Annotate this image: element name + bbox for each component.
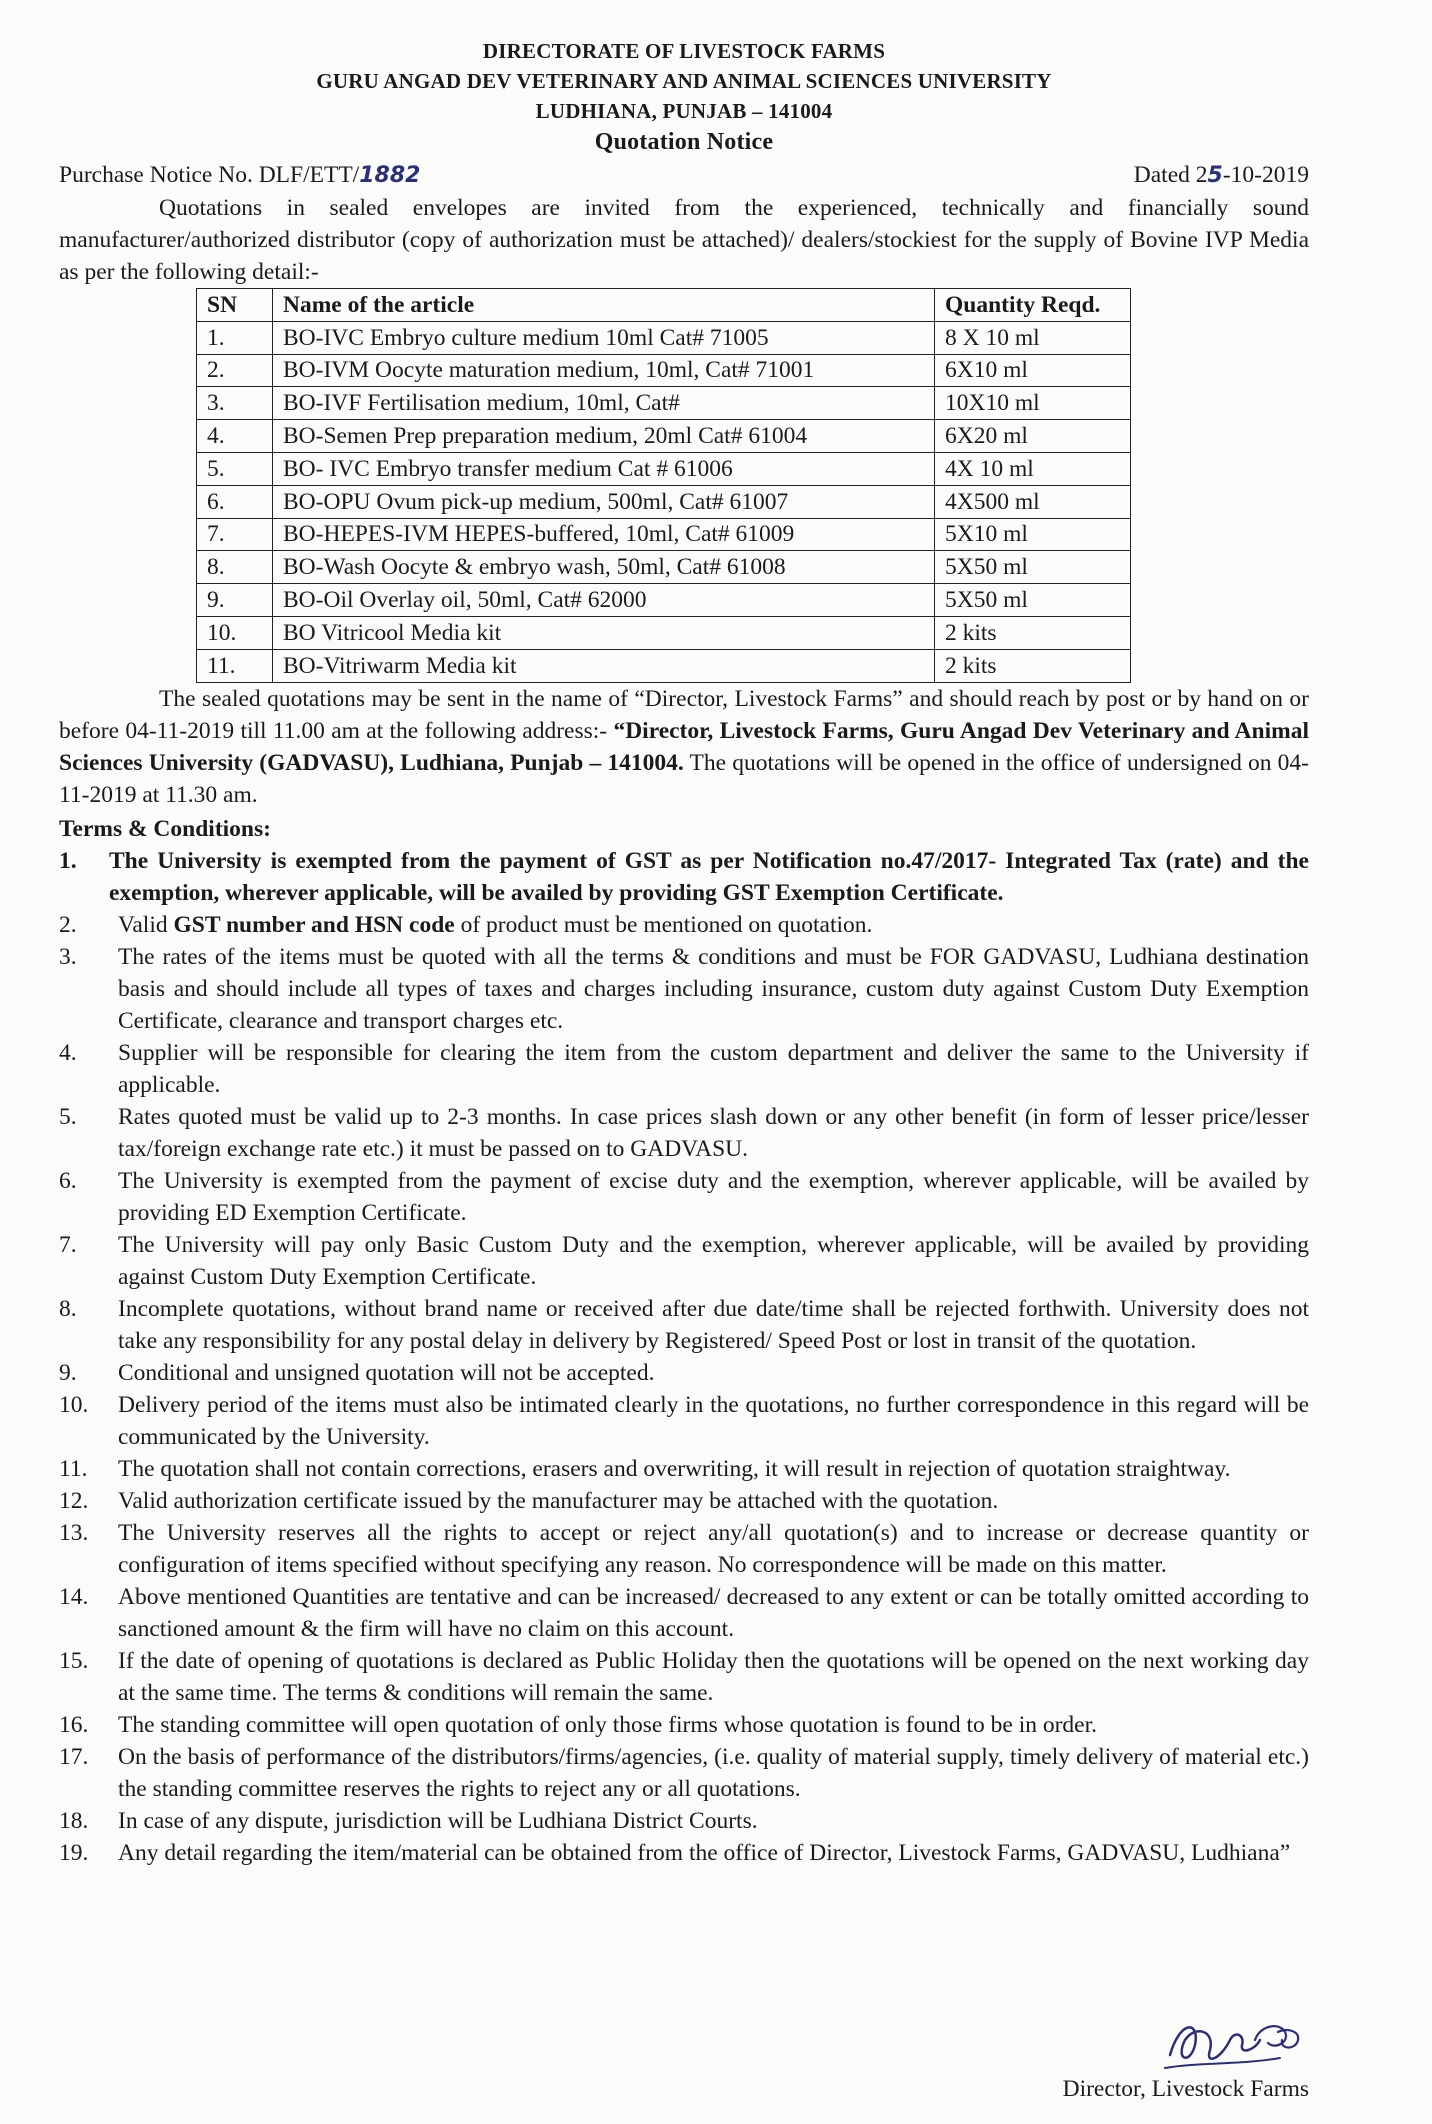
cell-article: BO-Vitriwarm Media kit <box>273 649 935 682</box>
cell-quantity: 6X10 ml <box>935 354 1131 387</box>
intro-paragraph: Quotations in sealed envelopes are invited from the experienced, technically and financially sound manufacturer/authorized distributor (copy of authorization must be attached)/ dealers/stockiest for the supply of Bovine IVP Media as per the following detail:- <box>59 195 1309 285</box>
term-item: 7. The University will pay only Basic Custom Duty and the exemption, wherever applicable, will be availed by providing against Custom Duty Exemption Certificate. <box>59 1231 1309 1290</box>
col-header-article: Name of the article <box>273 289 935 322</box>
table-row <box>197 485 1131 518</box>
address-line: LUDHIANA, PUNJAB – 141004 <box>535 99 833 123</box>
term-item: 3. The rates of the items must be quoted with all the terms & conditions and must be FOR GADVASU, Ludhiana destination basis and should include all types of taxes and charges including insurance, custom duty against Custom Duty Exemption Certificate, clearance and transport charges etc. <box>59 943 1309 1034</box>
cell-quantity: 4X500 ml <box>935 485 1131 518</box>
cell-quantity: 5X50 ml <box>935 551 1131 584</box>
cell-sn: 7. <box>197 518 273 551</box>
submission-paragraph: The sealed quotations may be sent in the name of “Director, Livestock Farms” and should reach by post or by hand on or before 04-11-2019 till 11.00 am at the following address:- “Director, Livestock Farms, Guru Angad Dev Veterinary and Animal Sciences University (GADVASU), Ludhiana, Punjab – 141004. The quotations will be opened in the office of undersigned on 04-11-2019 at 11.30 am. <box>59 685 1309 808</box>
term-item: 15. If the date of opening of quotations is declared as Public Holiday then the quotations will be opened on the next working day at the same time. The terms & conditions will remain the same. <box>59 1647 1309 1706</box>
term-item: 18. In case of any dispute, jurisdiction will be Ludhiana District Courts. <box>59 1807 758 1834</box>
cell-article: BO-IVC Embryo culture medium 10ml Cat# 71005 <box>273 321 935 354</box>
cell-quantity: 4X 10 ml <box>935 452 1131 485</box>
cell-article: BO-IVM Oocyte maturation medium, 10ml, Cat# 71001 <box>273 354 935 387</box>
cell-quantity: 8 X 10 ml <box>935 321 1131 354</box>
term-item: 9. Conditional and unsigned quotation will not be accepted. <box>59 1359 655 1386</box>
table-row <box>197 584 1131 617</box>
cell-sn: 1. <box>197 321 273 354</box>
signatory-designation: Director, Livestock Farms <box>1062 2076 1309 2102</box>
cell-sn: 8. <box>197 551 273 584</box>
cell-article: BO-Semen Prep preparation medium, 20ml Cat# 61004 <box>273 420 935 453</box>
term-item: 2. Valid GST number and HSN code of product must be mentioned on quotation. <box>59 911 873 938</box>
term-item: 13. The University reserves all the rights to accept or reject any/all quotation(s) and to increase or decrease quantity or configuration of items specified without specifying any reason. No correspondence will be made on this matter. <box>59 1519 1309 1578</box>
notice-meta-row <box>59 159 1309 192</box>
cell-article: BO-Oil Overlay oil, 50ml, Cat# 62000 <box>273 584 935 617</box>
cell-sn: 11. <box>197 649 273 682</box>
cell-sn: 5. <box>197 452 273 485</box>
term-item: 12. Valid authorization certificate issued by the manufacturer may be attached with the quotation. <box>59 1487 999 1514</box>
term-item: 10. Delivery period of the items must also be intimated clearly in the quotations, no further correspondence in this regard will be communicated by the University. <box>59 1391 1309 1450</box>
table-row <box>197 551 1131 584</box>
col-header-quantity: Quantity Reqd. <box>935 289 1131 322</box>
table-row <box>197 354 1131 387</box>
cell-article: BO-OPU Ovum pick-up medium, 500ml, Cat# 61007 <box>273 485 935 518</box>
page-title: Quotation Notice <box>594 129 774 155</box>
cell-quantity: 6X20 ml <box>935 420 1131 453</box>
purchase-notice-number: Purchase Notice No. DLF/ETT/1882 <box>59 162 421 188</box>
cell-sn: 2. <box>197 354 273 387</box>
cell-article: BO- IVC Embryo transfer medium Cat # 61006 <box>273 452 935 485</box>
table-header-row <box>197 289 1131 322</box>
terms-heading: Terms & Conditions: <box>59 815 271 842</box>
cell-sn: 3. <box>197 387 273 420</box>
table-row <box>197 321 1131 354</box>
university-name: GURU ANGAD DEV VETERINARY AND ANIMAL SCIENCES UNIVERSITY <box>316 69 1052 93</box>
cell-article: BO-Wash Oocyte & embryo wash, 50ml, Cat# 61008 <box>273 551 935 584</box>
terms-list <box>59 845 1309 1869</box>
col-header-sn: SN <box>197 289 273 322</box>
table-row <box>197 452 1131 485</box>
term-item: 6. The University is exempted from the payment of excise duty and the exemption, wherever applicable, will be availed by providing ED Exemption Certificate. <box>59 1167 1309 1226</box>
term-item: 11. The quotation shall not contain corrections, erasers and overwriting, it will result in rejection of quotation straightway. <box>59 1455 1231 1482</box>
table-row <box>197 649 1131 682</box>
term-item: 8. Incomplete quotations, without brand name or received after due date/time shall be rejected forthwith. University does not take any responsibility for any postal delay in delivery by Registered/ Speed Post or lost in transit of the quotation. <box>59 1295 1309 1354</box>
term-item: 19. Any detail regarding the item/material can be obtained from the office of Director, Livestock Farms, GADVASU, Ludhiana” <box>59 1839 1291 1866</box>
notice-date: Dated 25-10-2019 <box>1133 162 1309 188</box>
items-table <box>196 288 1131 683</box>
cell-article: BO-HEPES-IVM HEPES-buffered, 10ml, Cat# 61009 <box>273 518 935 551</box>
term-item: 16. The standing committee will open quotation of only those firms whose quotation is found to be in order. <box>59 1711 1098 1738</box>
org-name: DIRECTORATE OF LIVESTOCK FARMS <box>482 39 886 63</box>
cell-sn: 9. <box>197 584 273 617</box>
table-row <box>197 420 1131 453</box>
cell-sn: 4. <box>197 420 273 453</box>
term-item: 4. Supplier will be responsible for clearing the item from the custom department and deliver the same to the University if applicable. <box>59 1039 1309 1098</box>
table-row <box>197 616 1131 649</box>
cell-quantity: 5X10 ml <box>935 518 1131 551</box>
handwritten-notice-number: 1882 <box>359 163 421 188</box>
term-item: 17. On the basis of performance of the distributors/firms/agencies, (i.e. quality of material supply, timely delivery of material etc.) the standing committee reserves the rights to reject any or all quotations. <box>59 1743 1309 1802</box>
submission-address: “Director, Livestock Farms, Guru Angad Dev Veterinary and Animal Sciences University (GADVASU), Ludhiana, Punjab – 141004. <box>59 717 1309 776</box>
quotation-notice-page <box>59 36 1309 1869</box>
cell-article: BO-IVF Fertilisation medium, 10ml, Cat# <box>273 387 935 420</box>
cell-quantity: 10X10 ml <box>935 387 1131 420</box>
handwritten-signature <box>1160 2010 1310 2080</box>
cell-quantity: 2 kits <box>935 616 1131 649</box>
term-item: 5. Rates quoted must be valid up to 2-3 months. In case prices slash down or any other benefit (in form of lesser price/lesser tax/foreign exchange rate etc.) it must be passed on to GADVASU. <box>59 1103 1309 1162</box>
cell-quantity: 2 kits <box>935 649 1131 682</box>
table-row <box>197 518 1131 551</box>
term-item: 14. Above mentioned Quantities are tentative and can be increased/ decreased to any extent or can be totally omitted according to sanctioned amount & the firm will have no claim on this account. <box>59 1583 1309 1642</box>
cell-article: BO Vitricool Media kit <box>273 616 935 649</box>
term-item: 1. The University is exempted from the payment of GST as per Notification no.47/2017- Integrated Tax (rate) and the exemption, wherever applicable, will be availed by providing GST Exemption Certificate. <box>59 847 1309 906</box>
handwritten-date-digit: 5 <box>1207 163 1223 188</box>
table-row <box>197 387 1131 420</box>
cell-quantity: 5X50 ml <box>935 584 1131 617</box>
cell-sn: 10. <box>197 616 273 649</box>
cell-sn: 6. <box>197 485 273 518</box>
